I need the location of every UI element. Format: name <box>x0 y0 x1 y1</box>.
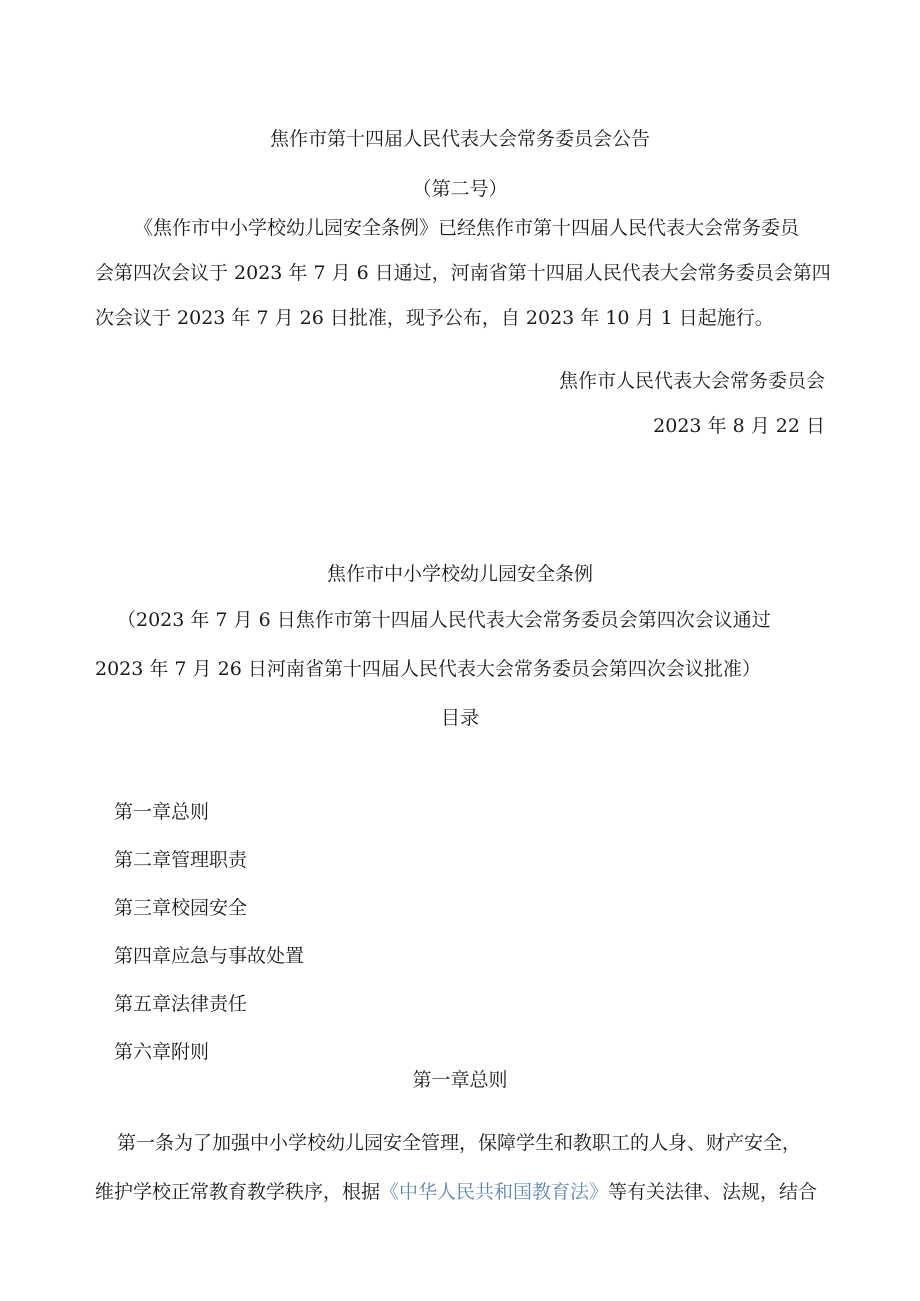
chapter-1-heading: 第一章总则 <box>412 1069 508 1091</box>
announcement-body-line-3: 次会议于 2023 年 7 月 26 日批准，现予公布，自 2023 年 10 月 1 日起施行。 <box>95 307 774 329</box>
article-1-line-1: 第一条为了加强中小学校幼儿园安全管理，保障学生和教职工的人身、财产安全， <box>117 1132 802 1154</box>
announcement-body-line-1: 《焦作市中小学校幼儿园安全条例》已经焦作市第十四届人民代表大会常务委员 <box>134 217 800 239</box>
announcement-title: 焦作市第十四届人民代表大会常务委员会公告 <box>269 128 650 150</box>
toc-item-chapter-1[interactable]: 第一章总则 <box>114 801 210 823</box>
regulation-title: 焦作市中小学校幼儿园安全条例 <box>326 563 593 585</box>
article-1-text-continued: 等有关法律、法规，结合 <box>608 1181 818 1203</box>
toc-item-chapter-3[interactable]: 第三章校园安全 <box>114 897 248 919</box>
article-1-line-2 <box>95 1180 817 1204</box>
announcement-signatory: 焦作市人民代表大会常务委员会 <box>558 370 825 392</box>
adoption-note-line-2: 2023 年 7 月 26 日河南省第十四届人民代表大会常务委员会第四次会议批准） <box>95 658 761 680</box>
toc-item-chapter-6[interactable]: 第六章附则 <box>114 1041 210 1063</box>
announcement-number: （第二号） <box>412 178 508 200</box>
toc-item-chapter-2[interactable]: 第二章管理职责 <box>114 849 248 871</box>
announcement-body-line-2: 会第四次会议于 2023 年 7 月 6 日通过，河南省第十四届人民代表大会常务委员会第四 <box>95 262 831 284</box>
toc-item-chapter-4[interactable]: 第四章应急与事故处置 <box>114 945 305 967</box>
adoption-note-line-1: （2023 年 7 月 6 日焦作市第十四届人民代表大会常务委员会第四次会议通过 <box>117 609 771 631</box>
toc-item-chapter-5[interactable]: 第五章法律责任 <box>114 993 248 1015</box>
announcement-date: 2023 年 8 月 22 日 <box>653 415 825 437</box>
toc-heading: 目录 <box>440 707 479 729</box>
article-1-text: 维护学校正常教育教学秩序，根据 <box>95 1181 381 1203</box>
education-law-link[interactable]: 《中华人民共和国教育法》 <box>380 1181 609 1203</box>
